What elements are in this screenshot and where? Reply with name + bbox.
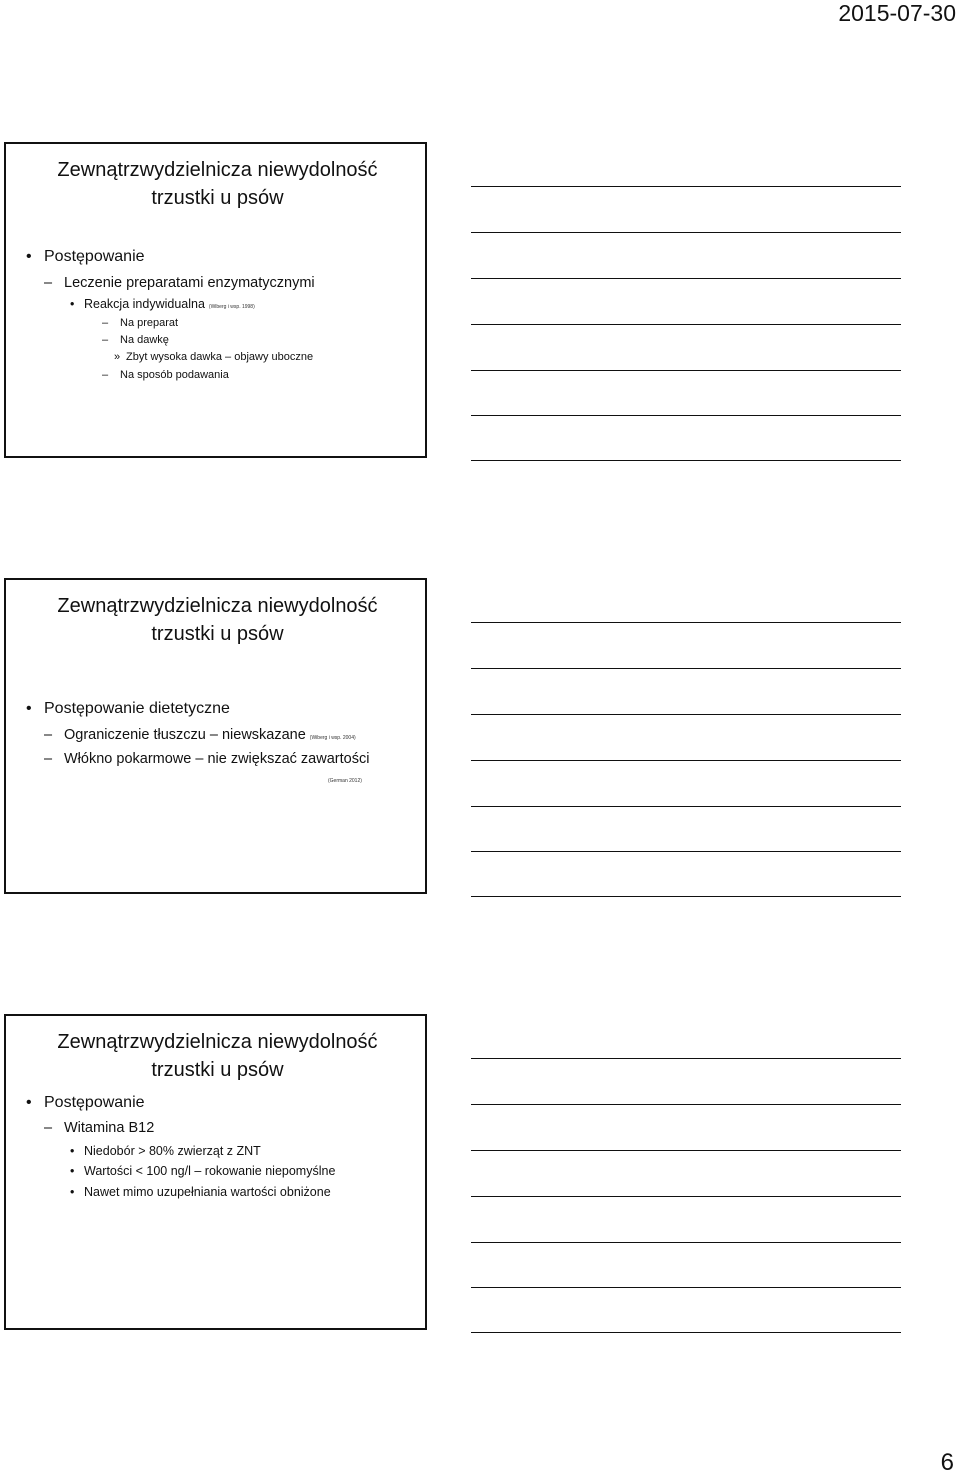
slide-1 bbox=[4, 142, 427, 458]
bullet-icon: • bbox=[70, 1185, 75, 1199]
slide-3-item-wartosci: Wartości < 100 ng/l – rokowanie niepomyślne bbox=[84, 1164, 336, 1178]
slide-1-item-na-dawke: Na dawkę bbox=[120, 334, 169, 346]
bullet-icon: • bbox=[26, 1094, 32, 1111]
bullet-icon: • bbox=[70, 1144, 75, 1158]
note-line bbox=[471, 622, 901, 623]
note-line bbox=[471, 1242, 901, 1243]
note-line bbox=[471, 896, 901, 897]
slide-3 bbox=[4, 1014, 427, 1330]
dash-icon: – bbox=[44, 275, 53, 291]
slide-3-item-postepowanie: Postępowanie bbox=[44, 1094, 145, 1111]
slide-1-item-reakcja-text: Reakcja indywidualna bbox=[84, 297, 205, 311]
note-line bbox=[471, 370, 901, 371]
note-line bbox=[471, 1287, 901, 1288]
slide-2-citation-wiberg-2004: (Wiberg i wsp. 2004) bbox=[309, 735, 356, 741]
slide-2-item-ograniczenie-tluszczu bbox=[64, 727, 356, 743]
bullet-icon: • bbox=[26, 700, 32, 717]
note-line bbox=[471, 1150, 901, 1151]
note-line bbox=[471, 415, 901, 416]
slide-2-item-ograniczenie-tluszczu-text: Ograniczenie tłuszczu – niewskazane bbox=[64, 727, 306, 743]
slide-2-citation-german-2012: (German 2012) bbox=[328, 778, 362, 784]
note-line bbox=[471, 232, 901, 233]
page-number: 6 bbox=[940, 1449, 954, 1476]
note-line bbox=[471, 806, 901, 807]
slide-2-title-line-1: Zewnątrzwydzielnicza niewydolność bbox=[57, 595, 378, 617]
note-line bbox=[471, 460, 901, 461]
dash-icon: – bbox=[102, 369, 109, 381]
slide-3-item-witamina-b12: Witamina B12 bbox=[64, 1120, 155, 1136]
slide-2 bbox=[4, 578, 427, 894]
bullet-icon: • bbox=[70, 297, 75, 311]
dash-icon: – bbox=[44, 751, 53, 767]
slide-1-title-line-2: trzustki u psów bbox=[151, 187, 284, 209]
note-line bbox=[471, 851, 901, 852]
note-line bbox=[471, 186, 901, 187]
slide-3-title-line-1: Zewnątrzwydzielnicza niewydolność bbox=[57, 1031, 378, 1053]
dash-icon: – bbox=[44, 727, 53, 743]
bullet-icon: • bbox=[70, 1164, 75, 1178]
bullet-icon: • bbox=[26, 248, 32, 265]
note-line bbox=[471, 760, 901, 761]
document-date: 2015-07-30 bbox=[838, 0, 956, 26]
chevron-double-right-icon: » bbox=[114, 351, 121, 363]
slide-2-title-line-2: trzustki u psów bbox=[151, 623, 284, 645]
note-line bbox=[471, 714, 901, 715]
slide-1-item-leczenie: Leczenie preparatami enzymatycznymi bbox=[64, 275, 315, 291]
slide-1-title-line-1: Zewnątrzwydzielnicza niewydolność bbox=[57, 159, 378, 181]
note-line bbox=[471, 1332, 901, 1333]
note-line bbox=[471, 1196, 901, 1197]
dash-icon: – bbox=[102, 317, 109, 329]
note-line bbox=[471, 278, 901, 279]
slide-3-title-line-2: trzustki u psów bbox=[151, 1059, 284, 1081]
slide-3-item-nawet-mimo: Nawet mimo uzupełniania wartości obniżone bbox=[84, 1185, 331, 1199]
note-line bbox=[471, 1104, 901, 1105]
slide-1-citation-wiberg-1998: (Wiberg i wsp. 1998) bbox=[208, 304, 255, 310]
note-line bbox=[471, 1058, 901, 1059]
slide-1-item-zbyt-wysoka-dawka: Zbyt wysoka dawka – objawy uboczne bbox=[126, 351, 314, 363]
slide-3-item-niedobor: Niedobór > 80% zwierząt z ZNT bbox=[84, 1144, 261, 1158]
note-line bbox=[471, 668, 901, 669]
slide-1-item-na-preparat: Na preparat bbox=[120, 317, 179, 329]
slide-1-item-sposob-podawania: Na sposób podawania bbox=[120, 369, 229, 381]
dash-icon: – bbox=[102, 334, 109, 346]
slide-1-item-postepowanie: Postępowanie bbox=[44, 248, 145, 265]
note-line bbox=[471, 324, 901, 325]
slide-2-item-wlokno-pokarmowe: Włókno pokarmowe – nie zwiększać zawartości bbox=[64, 751, 370, 767]
slide-1-item-reakcja bbox=[84, 297, 255, 311]
slide-2-item-postepowanie-dietetyczne: Postępowanie dietetyczne bbox=[44, 700, 230, 717]
dash-icon: – bbox=[44, 1120, 53, 1136]
